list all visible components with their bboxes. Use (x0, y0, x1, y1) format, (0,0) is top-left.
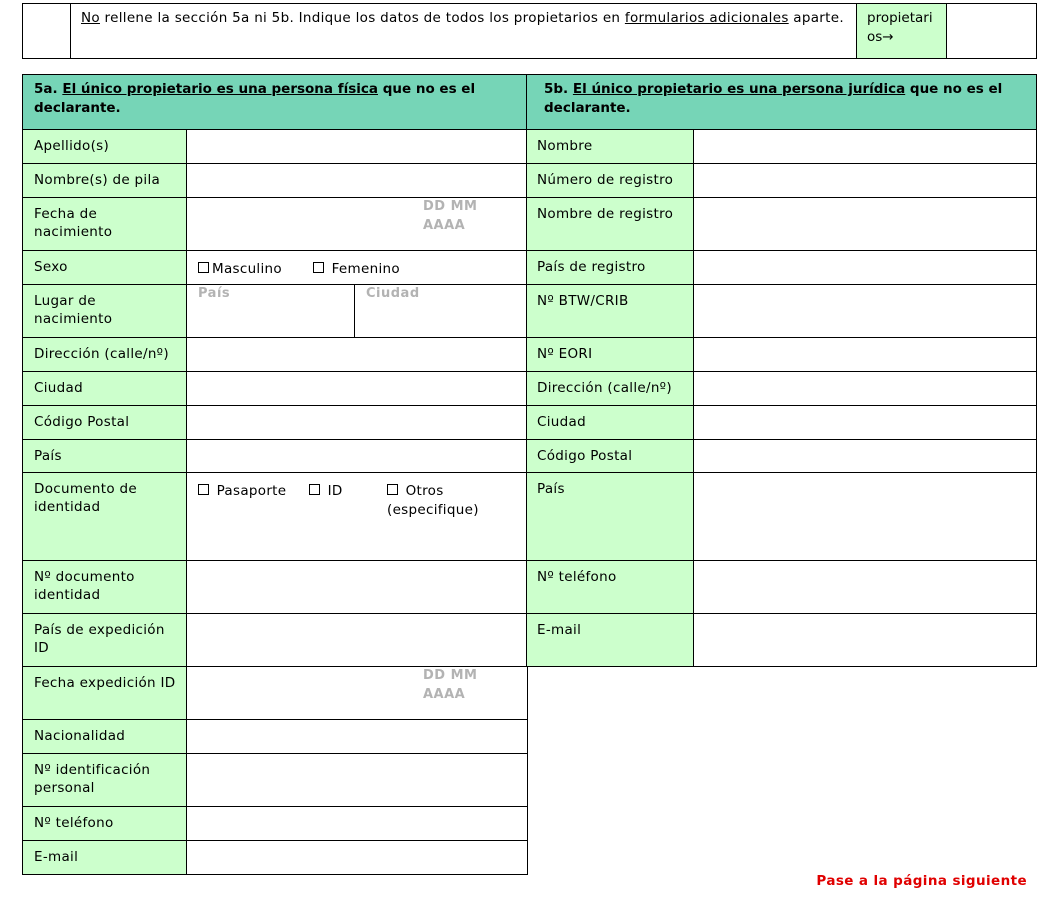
other-option[interactable] (387, 482, 507, 520)
label-city-5b: Ciudad (527, 406, 694, 440)
label-country-5b: País (527, 473, 694, 561)
section-5a-title-link: El único propietario es una persona física (62, 81, 378, 97)
section-5b-title-link: El único propietario es una persona jurídica (572, 81, 906, 97)
sex-female-option[interactable] (313, 260, 400, 279)
reg-name-field[interactable] (694, 198, 1037, 251)
given-names-field[interactable] (187, 164, 528, 198)
label-id-issue-country: País de expedición ID (23, 614, 187, 667)
additional-forms-link[interactable]: formularios adicionales (624, 10, 789, 26)
birth-country-hint: País (198, 286, 231, 301)
reg-country-field[interactable] (694, 251, 1037, 285)
notice-post: aparte. (788, 10, 844, 26)
label-sex: Sexo (23, 251, 187, 285)
female-checkbox[interactable] (313, 262, 324, 273)
female-label: Femenino (331, 261, 400, 277)
label-nationality: Nacionalidad (23, 720, 187, 754)
eori-field[interactable] (694, 338, 1037, 372)
phone-field-5a[interactable] (187, 807, 528, 841)
male-checkbox[interactable] (198, 262, 209, 273)
id-issue-date-hint-yyyy: AAAA (423, 687, 466, 702)
label-address-5b: Dirección (calle/nº) (527, 372, 694, 406)
label-birth-place: Lugar de nacimiento (23, 285, 187, 338)
label-btw-crib: Nº BTW/CRIB (527, 285, 694, 338)
birth-country-field[interactable] (187, 285, 355, 338)
reg-number-field[interactable] (694, 164, 1037, 198)
label-reg-country: País de registro (527, 251, 694, 285)
birth-city-field[interactable] (355, 285, 528, 338)
label-country: País (23, 440, 187, 473)
label-name: Nombre (527, 130, 694, 164)
btw-crib-field[interactable] (694, 285, 1037, 338)
label-email-5a: E-mail (23, 841, 187, 875)
other-checkbox[interactable] (387, 484, 398, 495)
label-id-document: Documento de identidad (23, 473, 187, 561)
notice-empty-cell (23, 4, 71, 59)
label-reg-number: Número de registro (527, 164, 694, 198)
id-checkbox[interactable] (309, 484, 320, 495)
label-city: Ciudad (23, 372, 187, 406)
passport-label: Pasaporte (216, 483, 287, 499)
label-id-issue-date: Fecha expedición ID (23, 667, 187, 720)
notice-table (22, 3, 1037, 59)
id-document-options (187, 473, 528, 561)
country-field-5b[interactable] (694, 473, 1037, 561)
name-field[interactable] (694, 130, 1037, 164)
section-5b-title-rest: que no es el declarante. (544, 81, 1003, 116)
birth-city-hint: Ciudad (366, 286, 420, 301)
city-field[interactable] (187, 372, 528, 406)
birth-date-hint-ddmm: DD MM (423, 199, 478, 214)
postal-code-field-5b[interactable] (694, 440, 1037, 473)
nationality-field[interactable] (187, 720, 528, 754)
city-field-5b[interactable] (694, 406, 1037, 440)
label-address: Dirección (calle/nº) (23, 338, 187, 372)
other-label: Otros (especifique) (387, 483, 479, 518)
sex-male-option[interactable] (198, 260, 282, 279)
label-birth-date: Fecha de nacimiento (23, 198, 187, 251)
label-email-5b: E-mail (527, 614, 694, 667)
sex-options (187, 251, 528, 285)
id-issue-country-field[interactable] (187, 614, 528, 667)
surname-field[interactable] (187, 130, 528, 164)
next-page-notice: Pase a la página siguiente (816, 873, 1027, 889)
owner-ref: propietarios→ (867, 10, 933, 45)
label-phone-5b: Nº teléfono (527, 561, 694, 614)
id-number-field[interactable] (187, 561, 528, 614)
section-5b-header (527, 75, 1037, 130)
id-label: ID (327, 483, 343, 499)
id-issue-date-hint-ddmm: DD MM (423, 668, 478, 683)
section-5a-header (23, 75, 528, 130)
section-5b-table (526, 74, 1037, 667)
id-option[interactable] (309, 482, 343, 501)
email-field-5b[interactable] (694, 614, 1037, 667)
owner-ref-cell (857, 4, 947, 59)
label-given-names: Nombre(s) de pila (23, 164, 187, 198)
section-5b-code: 5b. (544, 81, 569, 97)
label-personal-id: Nº identificación personal (23, 754, 187, 807)
section-5a-code: 5a. (34, 81, 58, 97)
section-5a-title-rest: que no es el declarante. (34, 81, 476, 116)
passport-checkbox[interactable] (198, 484, 209, 495)
label-id-number: Nº documento identidad (23, 561, 187, 614)
address-field-5b[interactable] (694, 372, 1037, 406)
label-postal-code-5b: Código Postal (527, 440, 694, 473)
label-phone-5a: Nº teléfono (23, 807, 187, 841)
phone-field-5b[interactable] (694, 561, 1037, 614)
postal-code-field[interactable] (187, 406, 528, 440)
email-field-5a[interactable] (187, 841, 528, 875)
section-5a-table (22, 74, 528, 875)
address-field[interactable] (187, 338, 528, 372)
passport-option[interactable] (198, 482, 286, 501)
notice-empty-cell-right (947, 4, 1037, 59)
label-eori: Nº EORI (527, 338, 694, 372)
country-field[interactable] (187, 440, 528, 473)
birth-date-field[interactable] (187, 198, 528, 251)
notice-text (71, 4, 857, 59)
birth-date-hint-yyyy: AAAA (423, 218, 466, 233)
label-reg-name: Nombre de registro (527, 198, 694, 251)
label-surname: Apellido(s) (23, 130, 187, 164)
notice-no: No (81, 10, 100, 26)
male-label: Masculino (212, 261, 282, 277)
notice-pre: rellene la sección 5a ni 5b. Indique los datos de todos los propietarios en (99, 10, 625, 26)
personal-id-field[interactable] (187, 754, 528, 807)
label-postal-code: Código Postal (23, 406, 187, 440)
id-issue-date-field[interactable] (187, 667, 528, 720)
